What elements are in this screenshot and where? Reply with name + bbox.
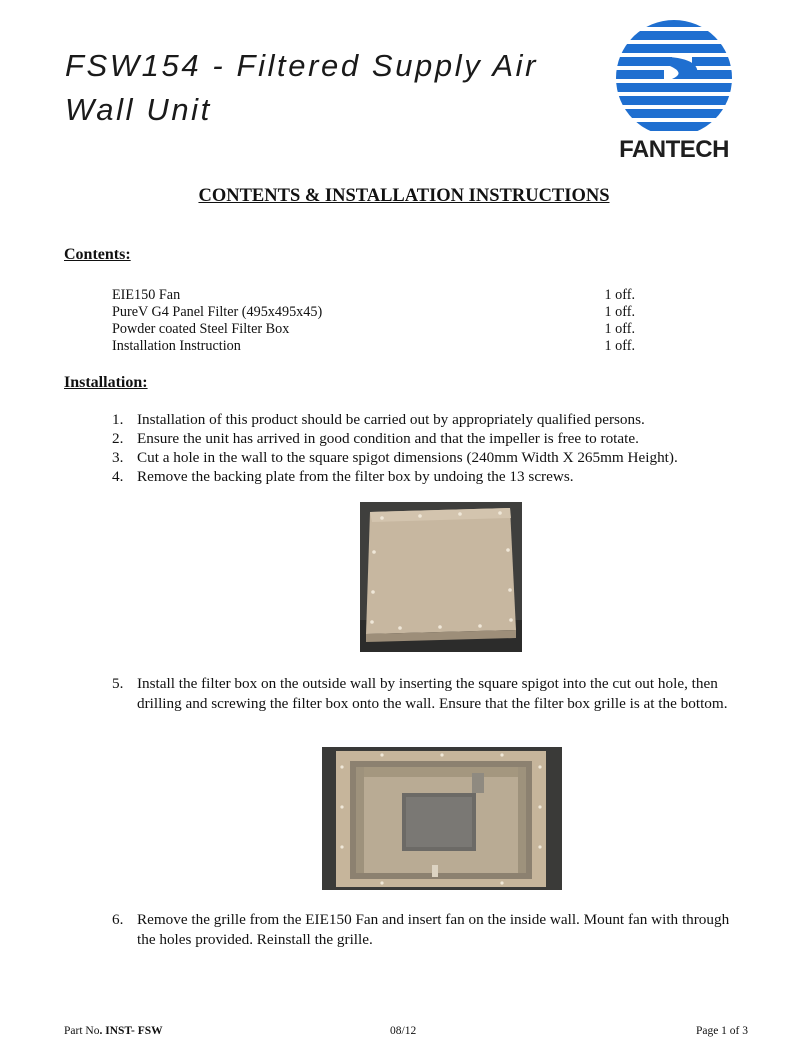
installation-heading: Installation: [64,374,148,391]
main-heading: CONTENTS & INSTALLATION INSTRUCTIONS [198,186,610,206]
installation-step [112,674,732,713]
contents-item-qty: 1 off. [604,338,635,354]
contents-item-qty: 1 off. [604,287,635,303]
installation-step [112,429,732,449]
contents-item-name: Powder coated Steel Filter Box [112,321,290,337]
part-label: Part No [64,1025,100,1037]
step-text: Remove the backing plate from the filter box by undoing the 13 screws. [137,468,574,485]
footer-date: 08/12 [390,1025,417,1037]
contents-item-qty: 1 off. [604,304,635,320]
filter-box-photo [360,502,522,652]
contents-item [112,287,635,305]
contents-item [112,304,635,322]
contents-item [112,321,635,339]
installation-step [112,410,732,430]
step-text: Install the filter box on the outside wall by inserting the square spigot into the cut out hole, then drilling and screwing the filter box onto the wall. Ensure that the filter box grille is at the bottom. [137,675,728,712]
step-number: 2. [112,430,124,447]
document-title [65,44,585,132]
step-number: 1. [112,411,124,428]
title-line-2: Wall Unit [65,92,212,127]
step-number: 6. [112,911,124,928]
part-dot: . [99,1025,103,1037]
part-number: INST- FSW [105,1025,163,1037]
step-number: 5. [112,675,124,692]
contents-item-name: EIE150 Fan [112,287,181,303]
step-text: Ensure the unit has arrived in good condition and that the impeller is free to rotate. [137,430,639,447]
logo-text: FANTECH [619,136,729,163]
footer-part-number [64,1025,163,1037]
contents-item-name: PureV G4 Panel Filter (495x495x45) [112,304,323,320]
contents-heading: Contents: [64,246,131,263]
step-text: Remove the grille from the EIE150 Fan and insert fan on the inside wall. Mount fan with through the holes provided. Reinstall the grille. [137,911,730,948]
step-text: Installation of this product should be carried out by appropriately qualified persons. [137,411,645,428]
installation-step [112,910,732,949]
contents-item-qty: 1 off. [604,321,635,337]
contents-item [112,338,635,356]
step-text: Cut a hole in the wall to the square spigot dimensions (240mm Width X 265mm Height). [137,449,678,466]
installation-step [112,467,732,487]
step-number: 3. [112,449,124,466]
footer-page-number: Page 1 of 3 [695,1025,748,1037]
step-number: 4. [112,468,124,485]
open-filter-box-photo [322,747,562,890]
installation-step [112,448,732,468]
title-line-1: FSW154 - Filtered Supply Air [65,48,539,83]
contents-item-name: Installation Instruction [112,338,241,354]
